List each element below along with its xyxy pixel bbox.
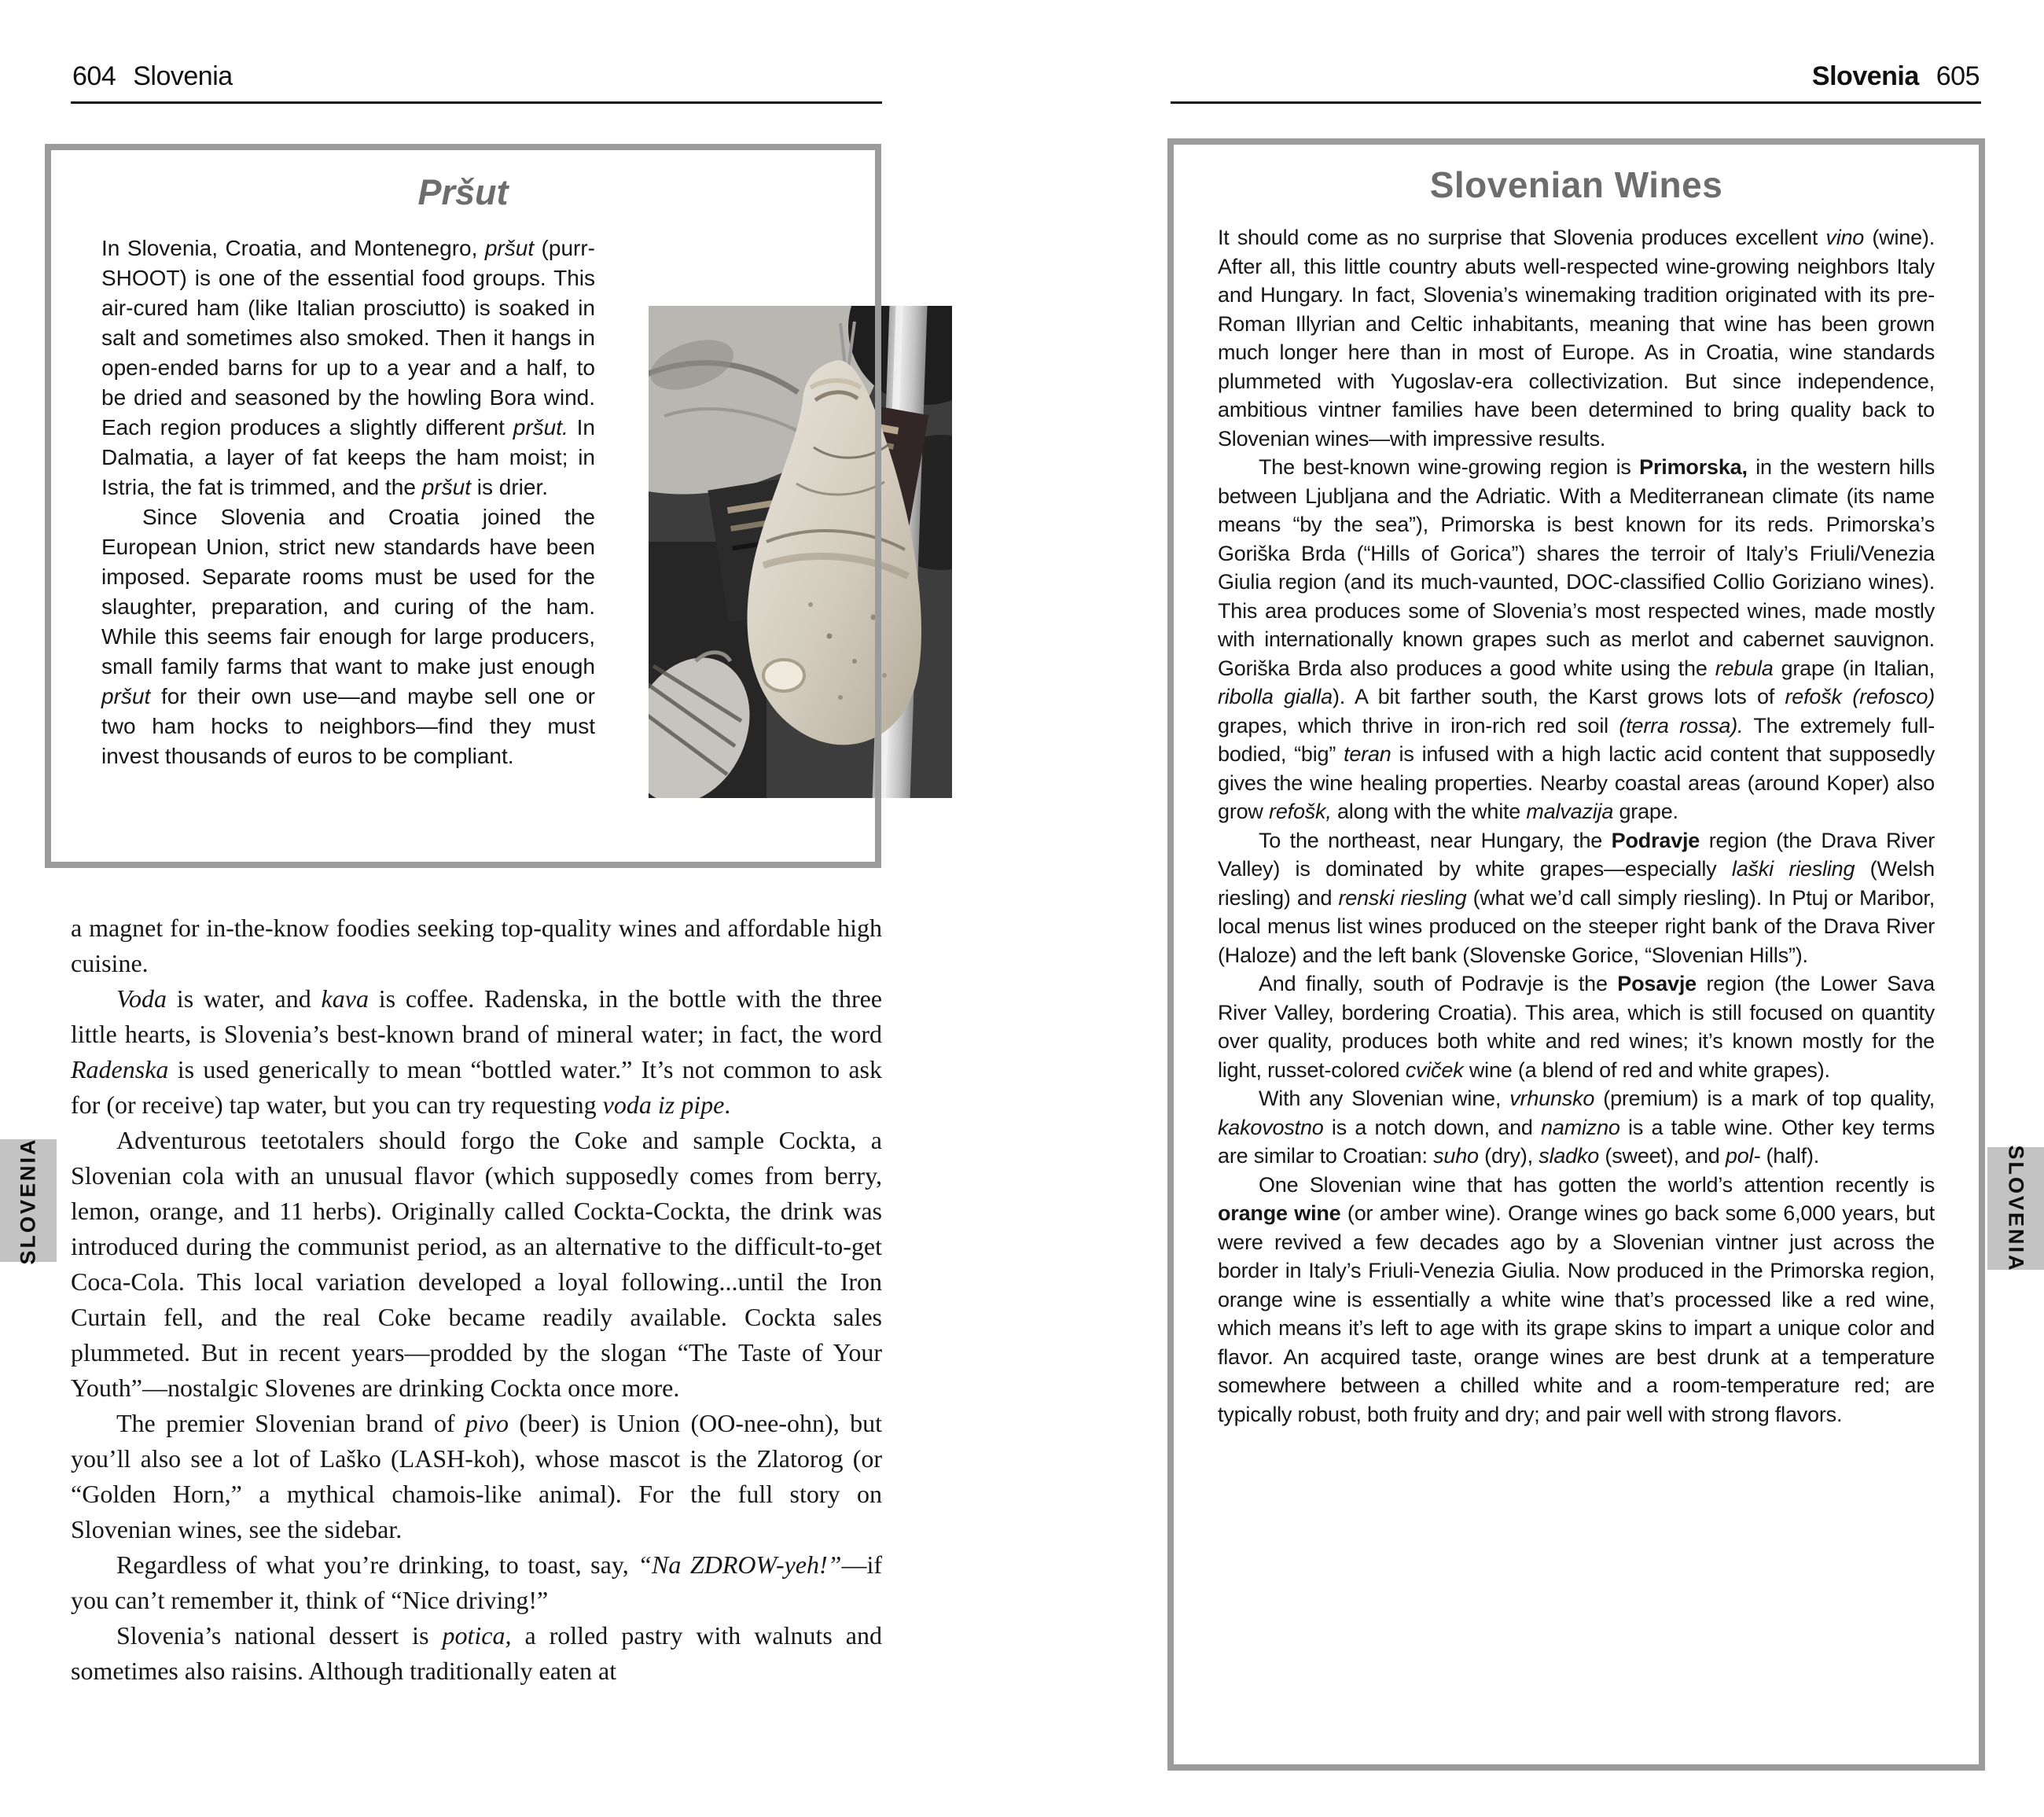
prsut-sidebar-text [101,234,825,771]
wines-sidebar-title: Slovenian Wines [1429,164,1723,205]
right-header-rule [1171,101,1981,104]
paragraph: The best-known wine-growing region is Primorska, in the western hills between Ljubljana and the Adriatic. With a Mediterranean climate (its name means “by the sea”), Primorska is best known for its reds. Primorska’s Goriška Brda (“Hills of Gorica”) shares the terroir of Italy’s Friuli/Venezia Giulia region (and its much-vaunted, DOC-classified Collio Goriziano wines). This area produces some of Slovenia’s most respected wines, made mostly with internationally known grapes such as merlot and cabernet sauvignon. Goriška Brda also produces a good white using the rebula grape (in Italian, ribolla gialla). A bit farther south, the Karst grows lots of refošk (refosco) grapes, which thrive in iron-rich red soil (terra rossa). The extremely full-bodied, “big” teran is infused with a high lactic acid content that supposedly gives the wine healing properties. Nearby coastal areas (around Koper) also grow refošk, along with the white malvazija grape. [1218,455,1936,823]
paragraph: With any Slovenian wine, vrhunsko (premium) is a mark of top quality, kakovostno is a notch down, and namizno is a table wine. Other key terms are similar to Croatian: suho (dry), sladko (sweet), and pol- (half). [1218,1087,1935,1168]
left-running-head [72,61,233,92]
paragraph: The premier Slovenian brand of pivo (beer) is Union (OO-nee-ohn), but you’ll also see a lot of Laško (LASH-koh), whose mascot is the Zlatorog (or “Golden Horn,” a mythical chamois-like animal). For the full story on Slovenian wines, see the sidebar. [71,1409,883,1543]
right-tab-label: SLOVENIA [2004,1144,2028,1273]
paragraph: To the northeast, near Hungary, the Podravje region (the Drava River Valley) is dominated by white grapes—especially laški riesling (Welsh riesling) and renski riesling (what we’d call simply riesling). In Ptuj or Maribor, local menus list wines produced on the steeper right bank of the Drava River (Haloze) and the left bank (Slovenske Gorice, “Slovenian Hills”). [1218,828,1936,967]
paragraph: a magnet for in-the-know foodies seeking top-quality wines and affordable high cuisine. [71,914,882,977]
photo-float-spacer [619,295,825,734]
left-page-section: Slovenia [133,61,233,91]
right-page-number: 605 [1936,61,1980,91]
prsut-sidebar-box [45,144,881,868]
paragraph: Adventurous teetotalers should forgo the Coke and sample Cockta, a Slovenian cola with an unusual flavor (which supposedly comes from berry, lemon, orange, and 11 herbs). Originally called Cockta-Cockta, the drink was introduced during the communist period, as an alternative to the difficult-to-get Coca-Cola. This local variation developed a loyal following...until the Iron Curtain fell, and the real Coke became readily available. Cockta sales plummeted. But in recent years—prodded by the slogan “The Taste of Your Youth”—nostalgic Slovenes are drinking Cockta once more. [71,1126,882,1402]
paragraph: In Slovenia, Croatia, and Montenegro, pršut (purr-SHOOT) is one of the essential food groups. This air-cured ham (like Italian prosciutto) is soaked in salt and sometimes also smoked. Then it hangs in open-ended barns for up to a year and a half, to be dried and seasoned by the howling Bora wind. Each region produces a slightly different pršut. In Dalmatia, a layer of fat keeps the ham moist; in Istria, the fat is trimmed, and the pršut is drier. [101,236,595,499]
paragraph: And finally, south of Podravje is the Posavje region (the Lower Sava River Valley, bordering Croatia). This area, which is still focused on quantity over quality, produces both white and red wines; it’s known mostly for the light, russet-colored cviček wine (a blend of red and white grapes). [1218,972,1935,1082]
paragraph: Regardless of what you’re drinking, to toast, say, “Na ZDROW-yeh!”—if you can’t remember it, think of “Nice driving!” [71,1550,882,1614]
paragraph: Voda is water, and kava is coffee. Radenska, in the bottle with the three little hearts, is Slovenia’s best-known brand of mineral water; in fact, the word Radenska is used generically to mean “bottled water.” It’s not common to ask for (or receive) tap water, but you can try requesting voda iz pipe. [71,984,883,1119]
left-edge-tab [0,1136,57,1265]
left-header-rule [71,101,882,104]
right-running-head [1812,61,1980,92]
paragraph: Slovenia’s national dessert is potica, a rolled pastry with walnuts and sometimes also raisins. Although traditionally eaten at [71,1621,883,1685]
wines-sidebar-text [1218,223,1935,1429]
wines-sidebar-box [1167,138,1985,1771]
left-page-number: 604 [72,61,116,91]
left-body-text [71,910,882,1689]
right-page-section: Slovenia [1811,61,1919,91]
paragraph: It should come as no surprise that Slovenia produces excellent vino (wine). After all, this little country abuts well-respected wine-growing neighbors Italy and Hungary. In fact, Slovenia’s winemaking tradition originated with its pre-Roman Illyrian and Celtic inhabitants, meaning that wine has been grown much longer here than in most of Europe. As in Croatia, wine standards plummeted with Yugoslav-era collectivization. But since independence, ambitious vintner families have been determined to bring quality back to Slovenian wines—with impressive results. [1218,226,1935,451]
right-edge-tab [1987,1144,2044,1273]
prsut-sidebar-title: Pršut [417,172,509,212]
paragraph: Since Slovenia and Croatia joined the European Union, strict new standards have been imposed. Separate rooms must be used for the slaughter, preparation, and curing of the ham. While this seems fair enough for large producers, small family farms that want to make just enough pršut for their own use—and maybe sell one or two ham hocks to neighbors—find they must invest thousands of euros to be compliant. [101,505,595,768]
left-tab-label: SLOVENIA [16,1136,40,1265]
paragraph: One Slovenian wine that has gotten the world’s attention recently is orange wine (or amber wine). Orange wines go back some 6,000 years, but were revived a few decades ago by a Slovenian vintner just across the border in Italy’s Friuli-Venezia Giulia. Now produced in the Primorska region, orange wine is essentially a white wine that’s processed like a red wine, which means it’s left to age with its grape skins to impart a unique color and flavor. An acquired taste, orange wines are best drunk at a temperature somewhere between a chilled white and a room-temperature red; are typically robust, both fruity and dry; and pair well with strong flavors. [1218,1172,1935,1426]
